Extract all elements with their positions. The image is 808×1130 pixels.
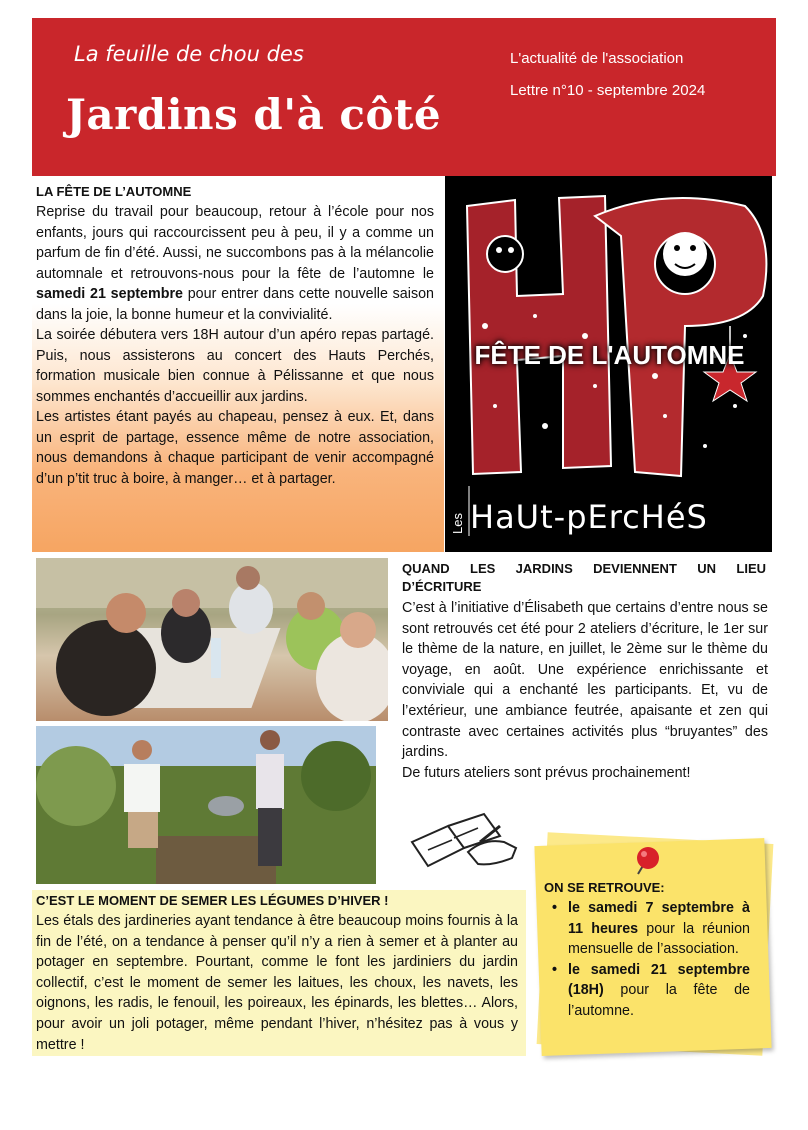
autumn-article-title: LA FÊTE DE L’AUTOMNE <box>36 184 192 199</box>
autumn-paragraph-2: La soirée débutera vers 18H autour d’un apéro repas partagé. Puis, nous assisterons au concert des Hauts Perchés, formation musicale bien connue à Pélissanne et que nous sommes enchantés d’accueillir aux jardins. <box>36 327 434 405</box>
event-item <box>550 898 750 960</box>
writing-paragraph-1: C’est à l’initiative d’Élisabeth que certains d’entre nous se sont retrouvés cet été pour 2 ateliers d’écriture, le 1er sur le thème de la nature, en juillet, le 2ème sur le thème du voyage, en août. Une expérience enrichissante et conviviale qui a enchanté les participants. Et, vu de l’extérieur, une ambiance feutrée, apaisante et zen qui contraste avec certaines activités plus “bruyantes” des jardins. <box>402 600 768 761</box>
writing-article-title: QUAND LES JARDINS DEVIENNENT UN LIEU <box>402 561 766 576</box>
newsletter-subtitle: La feuille de chou des <box>74 42 304 66</box>
poster-band-name: HaUt-pErcHéS <box>470 498 708 536</box>
writing-paragraph-2: De futurs ateliers sont prévus prochainement! <box>402 764 691 781</box>
garden-photo-illustration <box>36 726 376 884</box>
workshop-photo-illustration <box>36 558 388 721</box>
writing-hand-icon <box>408 808 520 884</box>
writing-article-title-line2: D’ÉCRITURE <box>402 579 482 594</box>
autumn-paragraph-3: Les artistes étant payés au chapeau, pensez à eux. Et, dans un esprit de partage, essence même de notre association, nous demandons à chaque participant de venir accompagné d’un p’tit truc à boire, à manger… et à partager. <box>36 409 434 487</box>
pushpin-icon <box>632 846 662 876</box>
autumn-p1-text: Reprise du travail pour beaucoup, retour à l’école pour nos enfants, jours qui raccourcissent peu à peu, il y a comme un parfum de fin d’été. Aussi, ne succombons pas à la mélancolie automnale et retrouvons-nous pour la fête de l’automne le <box>36 204 434 282</box>
issue-number: Lettre n°10 - septembre 2024 <box>510 82 706 99</box>
event-date: le samedi 21 septembre (18H) <box>568 961 750 999</box>
garden-photo <box>36 726 376 884</box>
event-date: le samedi 7 septembre à 11 heures <box>568 900 750 937</box>
poster-caption: FÊTE DE L'AUTOMNE <box>474 340 745 370</box>
vegetables-article-title: C’EST LE MOMENT DE SEMER LES LÉGUMES D’HIVER ! <box>36 893 389 908</box>
event-description: pour la réunion mensuelle de l’association. <box>568 920 750 958</box>
vegetables-article-body: Les étals des jardineries ayant tendance à être beaucoup moins fournis à la fin de l’été, on a tendance à penser qu’il n’y a rien à semer et à planter au potager en septembre. Pourtant, comme le font les jardiniers du jardin collectif, c’est le moment de semer les laitues, les choux, les navets, les oignons, les radis, le fenouil, les poireaux, les épinards, les blettes… Alors, pour avoir un joli potager, même pendant l’hiver, n’hésitez pas à vous y mettre ! <box>36 913 518 1053</box>
events-title: ON SE RETROUVE: <box>544 880 665 895</box>
autumn-date-highlight: samedi 21 septembre <box>36 286 183 302</box>
writing-article-body <box>402 598 768 783</box>
newsletter-tagline: L'actualité de l'association <box>510 50 684 67</box>
writing-workshop-photo <box>36 558 388 721</box>
autumn-paragraph-1 <box>36 202 434 325</box>
events-list <box>550 898 750 1022</box>
poster-brand-prefix: Les <box>450 513 465 534</box>
event-item <box>550 960 750 1022</box>
autumn-article-body <box>36 202 434 489</box>
newsletter-title: Jardins d'à côté <box>66 90 442 139</box>
event-description: pour la fête de l’automne. <box>568 982 750 1019</box>
autumn-p1-text-end: pour entrer dans cette nouvelle saison dans la joie, la bonne humeur et la convivialité. <box>36 286 434 323</box>
